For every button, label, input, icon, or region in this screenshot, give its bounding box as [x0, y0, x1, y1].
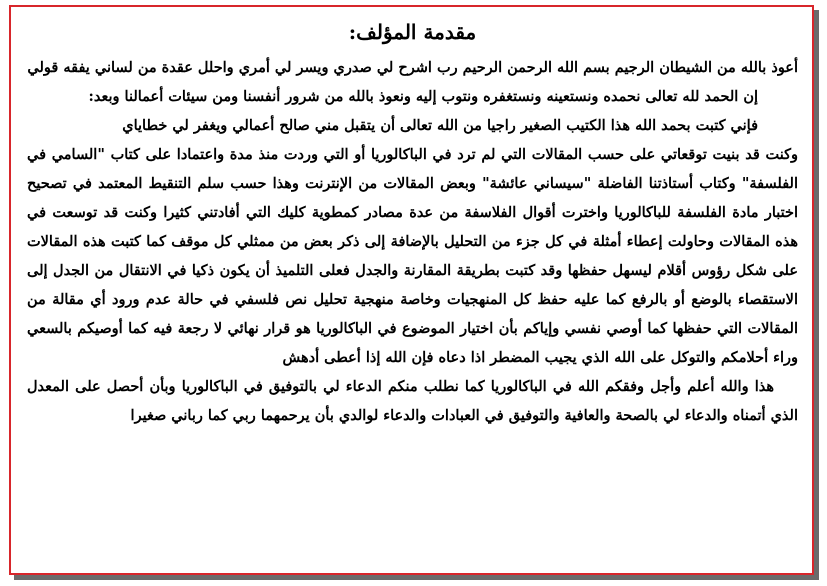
paragraph-purpose: فإني كتبت بحمد الله هذا الكتيب الصغير راجيا من الله تعالى أن يتقبل مني صالح أعمالي ويغفر لي خطاياي	[122, 117, 758, 134]
paragraph-praise: إن الحمد لله تعالى نحمده ونستعينه ونستغفره ونتوب إليه ونعوذ بالله من شرور أنفسنا ومن سيئات أعمالنا وبعد:	[88, 88, 758, 105]
page-title: مقدمة المؤلف:	[348, 20, 477, 44]
document-content	[27, 19, 798, 430]
paragraph-body: وكنت قد بنيت توقعاتي على حسب المقالات التي لم ترد في الباكالوريا أو التي وردت منذ مدة واعتمادا على كتاب "السامي في الفلسفة" وكتاب أستاذتنا الفاضلة "سيساني عائشة" وبعض المقالات من الإنترنت وهذا حسب سلم التنقيط المعتمد في تصحيح اختبار مادة الفلسفة للباكالوريا واخترت أقوال الفلاسفة من عدة مصادر كمطوية كليك التي أفادتني كثيرا وكنت قد توسعت في هذه المقالات وحاولت إعطاء أمثلة في كل جزء من التحليل بالإضافة إلى ذكر بعض من ممثلي كل موقف كما كتبت هذه المقالات على شكل رؤوس أقلام ليسهل حفظها وقد كتبت بطريقة المقارنة والجدل فعلى التلميذ أن يكون ذكيا في الانتقال من الجدل إلى الاستقصاء بالوضع أو بالرفع كما عليه حفظ كل المنهجيات وخاصة منهجية تحليل نص فلسفي في حالة عدم ورود أي مقالة من المقالات التي حفظها كما أوصي نفسي وإياكم بأن اختيار الموضوع في الباكالوريا هو قرار نهائي لا رجعة فيه كما أوصيكم بالسعي وراء أحلامكم والتوكل على الله الذي يجيب المضطر اذا دعاه فإن الله إذا أعطى أدهش	[27, 146, 798, 366]
paragraph-closing: هذا والله أعلم وأجل وفقكم الله في الباكالوريا كما نطلب منكم الدعاء لي بالتوفيق في الباكالوريا وبأن أحصل على المعدل الذي أتمناه والدعاء لي بالصحة والعافية والتوفيق في العبادات والدعاء لوالدي بأن يرحمهما ربي كما رباني صغيرا	[27, 378, 798, 424]
document-frame	[9, 5, 814, 575]
paragraph-opening: أعوذ بالله من الشيطان الرجيم بسم الله الرحمن الرحيم رب اشرح لي صدري ويسر لي أمري واحلل عقدة من لساني يفقه قولي	[27, 59, 798, 76]
